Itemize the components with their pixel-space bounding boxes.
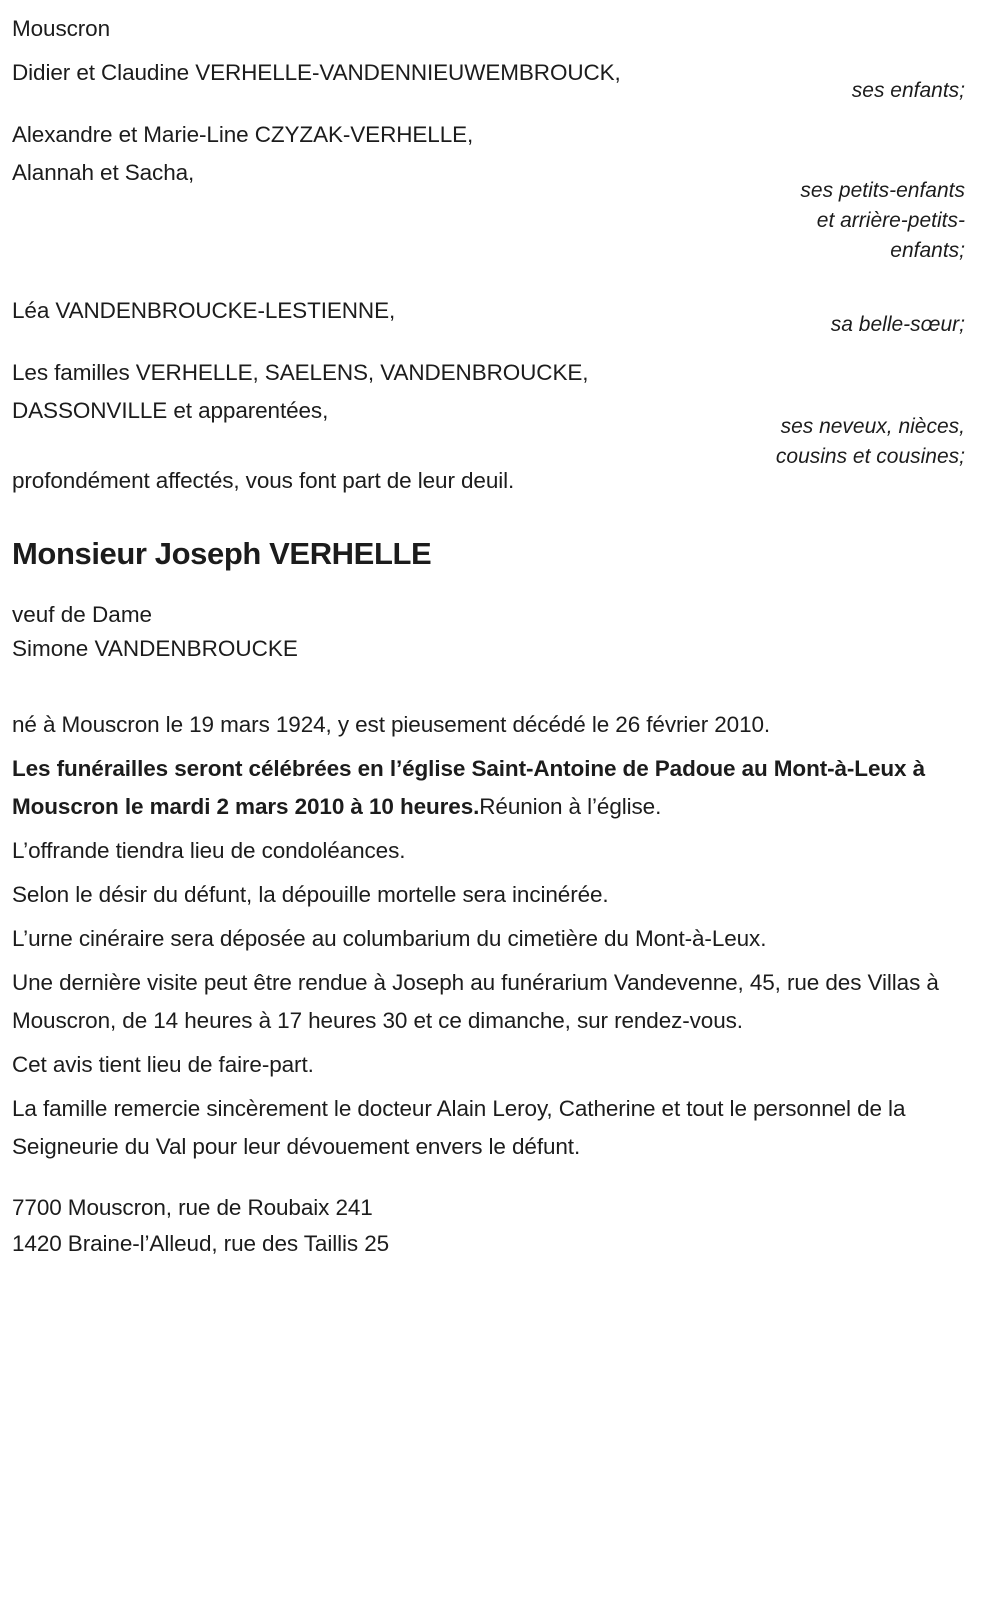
family-column	[12, 10, 742, 500]
paragraph-text: Cet avis tient lieu de faire-part.	[12, 1052, 314, 1077]
paragraph-birth-death	[12, 706, 988, 744]
relation-petits-enfants-1: ses petits-enfants	[800, 179, 965, 202]
paragraph-text: L’offrande tiendra lieu de condoléances.	[12, 838, 406, 863]
family-group-2	[12, 116, 742, 192]
city-header-group	[12, 10, 742, 48]
paragraph-funeral	[12, 750, 988, 826]
city-header: Mouscron	[12, 16, 110, 41]
relation-neveux-2: cousins et cousines;	[775, 445, 965, 468]
paragraph-urn	[12, 920, 988, 958]
spouse-block	[0, 598, 1000, 666]
paragraph-visit	[12, 964, 988, 1040]
spacer	[0, 1172, 1000, 1190]
paragraph-offering	[12, 832, 988, 870]
spacer	[0, 574, 1000, 598]
paragraph-text: L’urne cinéraire sera déposée au columbarium du cimetière du Mont-à-Leux.	[12, 926, 767, 951]
relation-belle-soeur: sa belle-sœur;	[830, 313, 965, 336]
family-group-3	[12, 292, 742, 330]
announcement-block	[0, 0, 1000, 500]
family-group-1	[12, 54, 742, 92]
paragraph-text: Une dernière visite peut être rendue à Joseph au funérarium Vandevenne, 45, rue des Villas à Mouscron, de 14 heures à 17 heures 30 et ce dimanche, sur rendez-vous.	[12, 970, 939, 1033]
relation-neveux-1: ses neveux, nièces,	[780, 415, 965, 438]
closing-group	[12, 462, 742, 500]
family-line: Alexandre et Marie-Line CZYZAK-VERHELLE,	[12, 122, 474, 147]
spacer	[0, 500, 1000, 534]
family-line: Alannah et Sacha,	[12, 160, 195, 185]
spouse-name: Simone VANDENBROUCKE	[12, 636, 298, 661]
relation-petits-enfants-3: enfants;	[890, 239, 965, 262]
family-line: Léa VANDENBROUCKE-LESTIENNE,	[12, 298, 396, 323]
deceased-name: Monsieur Joseph VERHELLE	[12, 536, 432, 571]
relation-petits-enfants-2: et arrière-petits-	[816, 209, 965, 232]
paragraph-text: Selon le désir du défunt, la dépouille mortelle sera incinérée.	[12, 882, 609, 907]
paragraph-text: né à Mouscron le 19 mars 1924, y est pieusement décédé le 26 février 2010.	[12, 712, 771, 737]
family-line: DASSONVILLE et apparentées,	[12, 398, 329, 423]
addresses-block	[0, 1190, 1000, 1262]
address-line: 7700 Mouscron, rue de Roubaix 241	[12, 1195, 373, 1220]
body-text	[0, 706, 1000, 1166]
spacer	[0, 666, 1000, 706]
funeral-meeting-note: Réunion à l’église.	[479, 794, 662, 819]
family-line: Didier et Claudine VERHELLE-VANDENNIEUWEMBROUCK,	[12, 60, 621, 85]
paragraph-thanks	[12, 1090, 988, 1166]
closing-line: profondément affectés, vous font part de leur deuil.	[12, 468, 515, 493]
paragraph-text: La famille remercie sincèrement le docteur Alain Leroy, Catherine et tout le personnel de la Seigneurie du Val pour leur dévouement envers le défunt.	[12, 1096, 906, 1159]
paragraph-faire-part	[12, 1046, 988, 1084]
spouse-label: veuf de Dame	[12, 602, 153, 627]
funeral-details-emphasis: Les funérailles seront célébrées en l’église Saint-Antoine de Padoue au Mont-à-Leux à Mouscron le mardi 2 mars 2010 à 10 heures.	[12, 756, 925, 819]
family-line: Les familles VERHELLE, SAELENS, VANDENBROUCKE,	[12, 360, 589, 385]
relation-ses-enfants: ses enfants;	[851, 79, 965, 102]
family-group-4	[12, 354, 742, 430]
address-line: 1420 Braine-l’Alleud, rue des Taillis 25	[12, 1231, 390, 1256]
paragraph-cremation	[12, 876, 988, 914]
